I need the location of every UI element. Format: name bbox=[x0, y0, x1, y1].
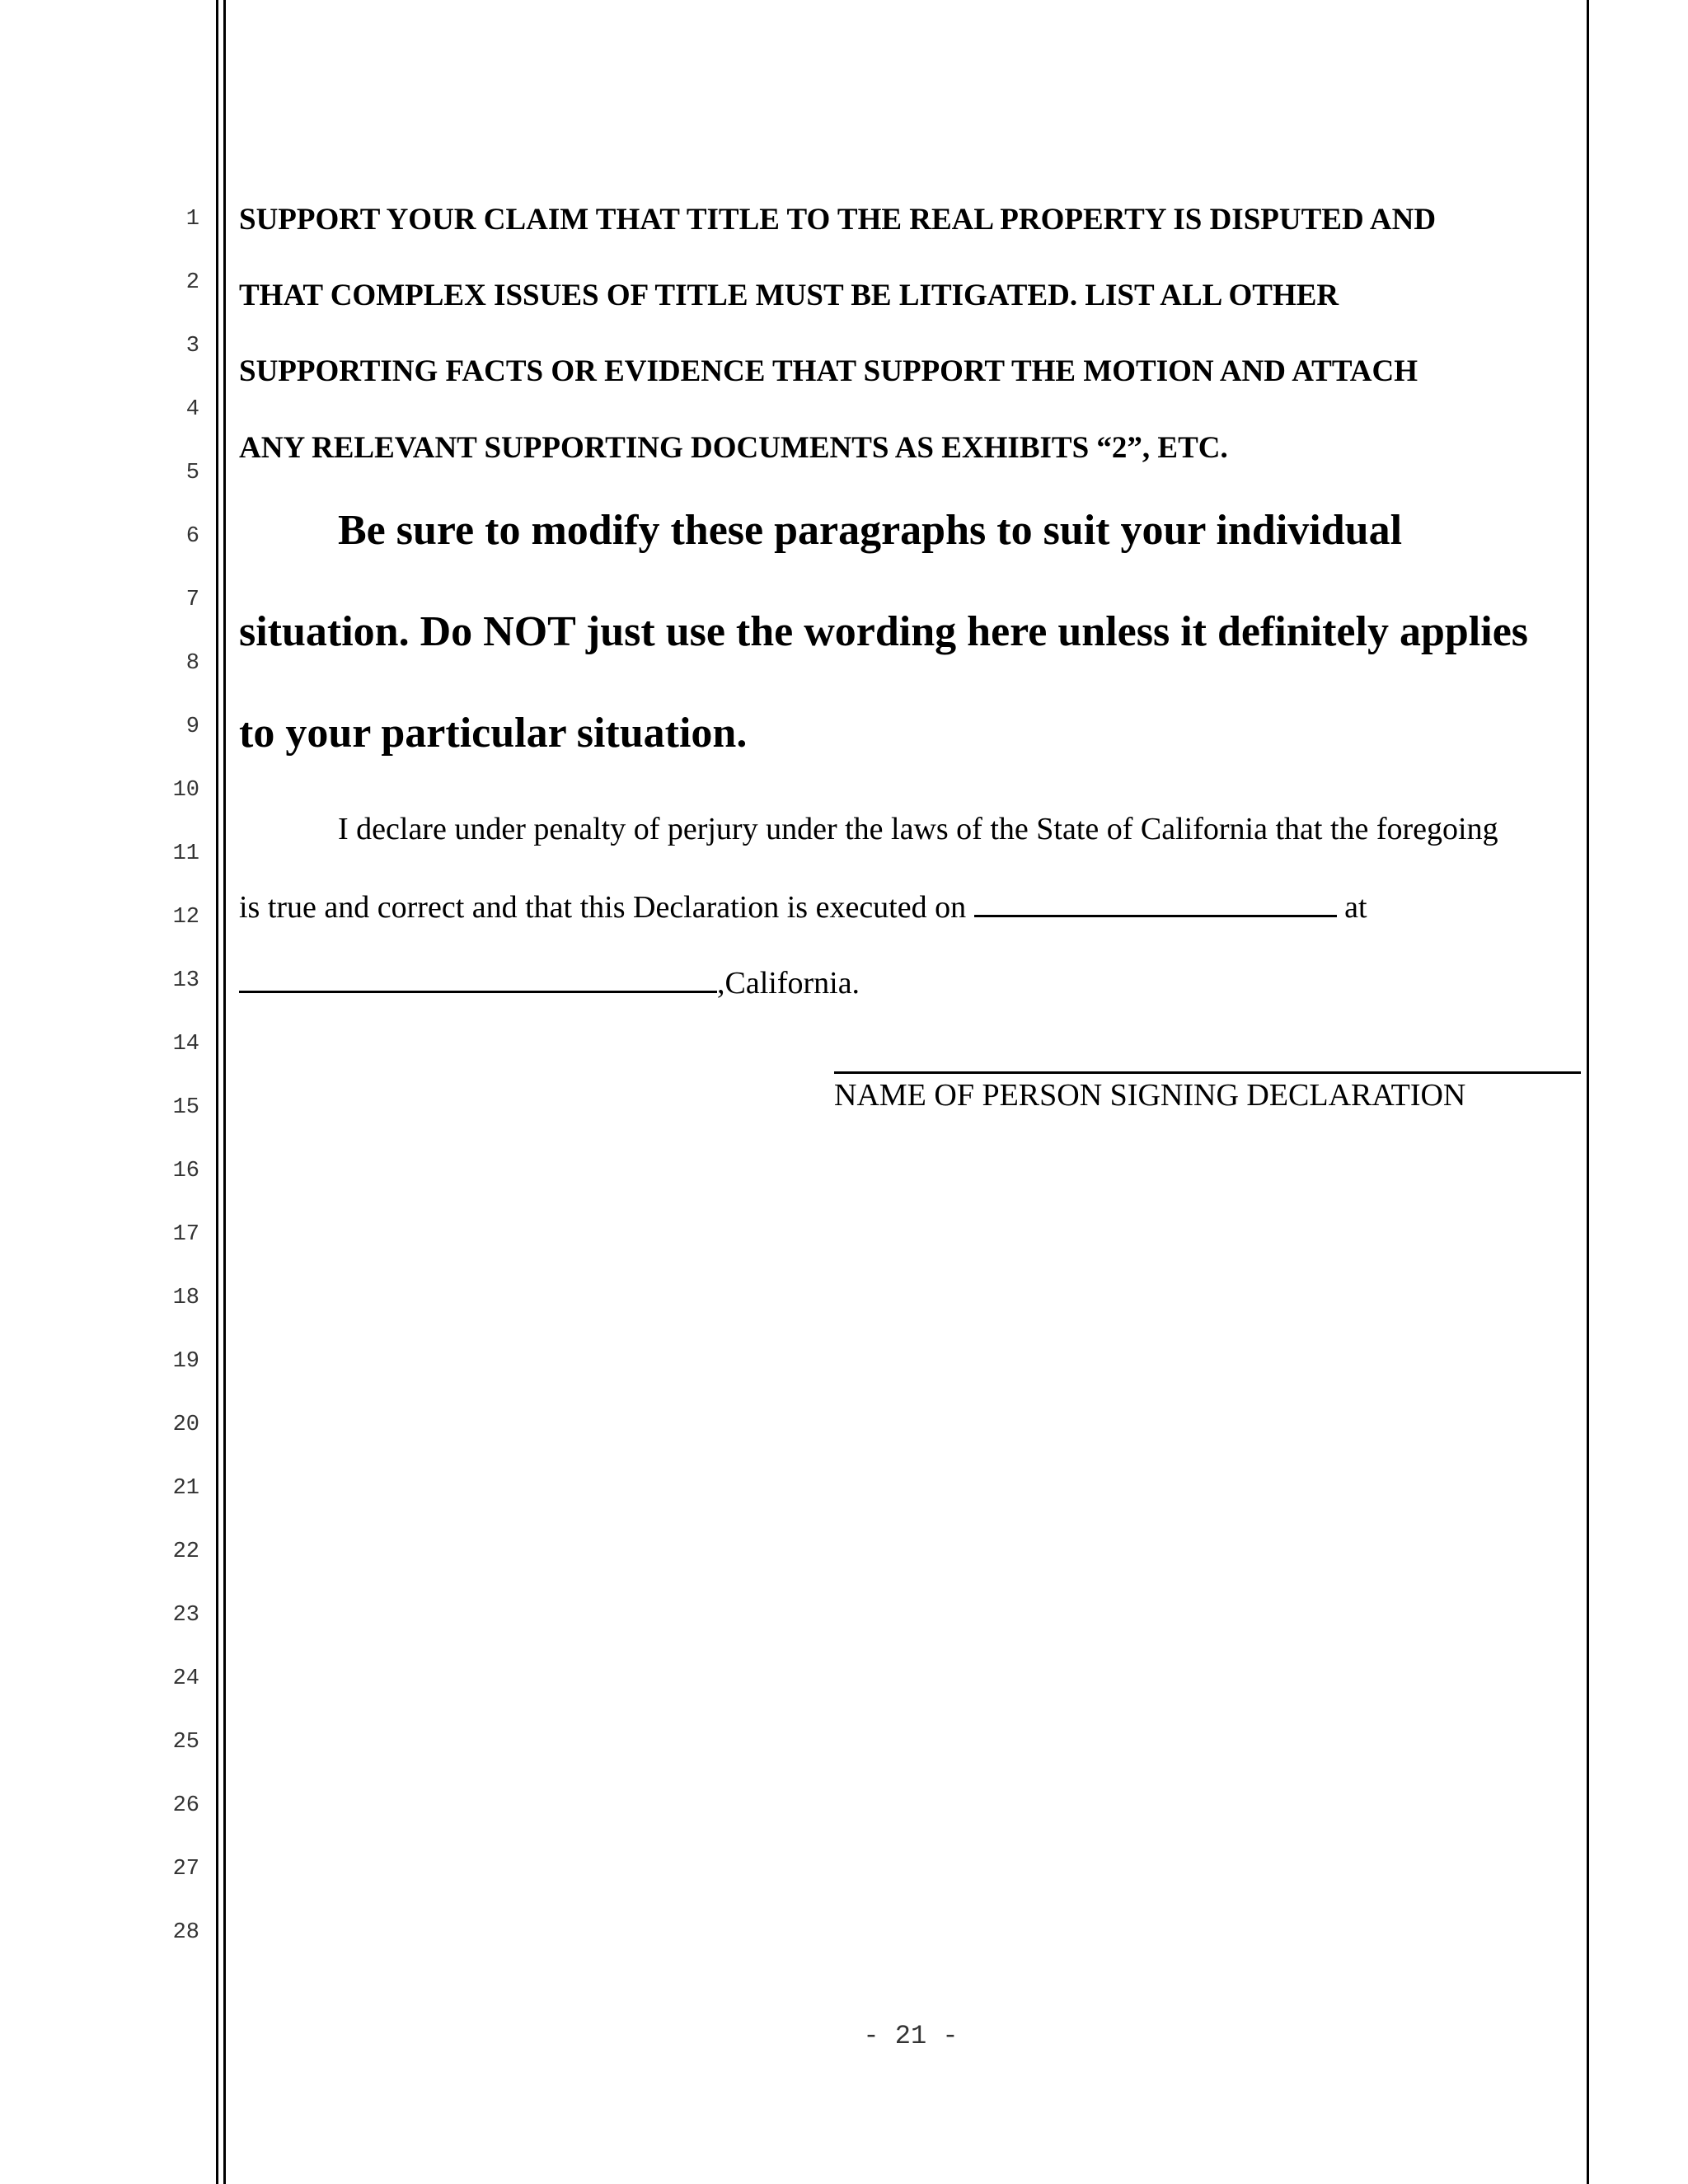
line-number: 15 bbox=[172, 1095, 199, 1120]
line-number: 7 bbox=[185, 588, 199, 612]
signature-label: NAME OF PERSON SIGNING DECLARATION bbox=[834, 1078, 1466, 1113]
line-number: 21 bbox=[172, 1476, 199, 1501]
declaration-date-line bbox=[239, 890, 1367, 923]
line-number: 24 bbox=[172, 1666, 199, 1691]
line-number: 16 bbox=[172, 1159, 199, 1183]
line-number: 4 bbox=[185, 397, 199, 422]
declaration-place-line bbox=[239, 966, 860, 999]
left-margin-rule-outer bbox=[216, 0, 218, 2184]
caps-paragraph-line: SUPPORTING FACTS OR EVIDENCE THAT SUPPORT THE MOTION AND ATTACH bbox=[239, 354, 1418, 388]
line-number: 20 bbox=[172, 1413, 199, 1437]
declaration-place-suffix: ,California. bbox=[717, 966, 860, 1001]
line-number: 1 bbox=[185, 207, 199, 232]
line-number: 28 bbox=[172, 1920, 199, 1945]
instruction-line: Be sure to modify these paragraphs to suit your individual bbox=[338, 507, 1403, 554]
line-number: 26 bbox=[172, 1793, 199, 1818]
line-number: 13 bbox=[172, 968, 199, 993]
line-number: 23 bbox=[172, 1603, 199, 1628]
instruction-line: situation. Do NOT just use the wording here unless it definitely applies bbox=[239, 608, 1529, 655]
right-margin-rule bbox=[1587, 0, 1589, 2184]
line-number: 3 bbox=[185, 334, 199, 359]
line-number: 9 bbox=[185, 715, 199, 739]
place-blank[interactable] bbox=[239, 966, 717, 993]
line-number: 10 bbox=[172, 778, 199, 803]
caps-paragraph-line: SUPPORT YOUR CLAIM THAT TITLE TO THE REAL PROPERTY IS DISPUTED AND bbox=[239, 203, 1437, 237]
line-number: 18 bbox=[172, 1286, 199, 1310]
caps-paragraph-line: THAT COMPLEX ISSUES OF TITLE MUST BE LITIGATED. LIST ALL OTHER bbox=[239, 279, 1339, 312]
line-number: 14 bbox=[172, 1032, 199, 1057]
line-number: 27 bbox=[172, 1857, 199, 1882]
instruction-line: to your particular situation. bbox=[239, 710, 748, 757]
line-number: 11 bbox=[172, 841, 199, 866]
line-number: 12 bbox=[172, 905, 199, 930]
declaration-date-suffix: at bbox=[1344, 890, 1367, 925]
line-number: 22 bbox=[172, 1540, 199, 1564]
page-number: - 21 - bbox=[863, 2021, 959, 2051]
date-blank[interactable] bbox=[974, 890, 1337, 917]
line-number: 8 bbox=[185, 651, 199, 676]
line-number: 2 bbox=[185, 270, 199, 295]
line-number: 19 bbox=[172, 1349, 199, 1374]
declaration-date-prefix: is true and correct and that this Declaration is executed on bbox=[239, 890, 967, 925]
line-number: 25 bbox=[172, 1730, 199, 1755]
signature-line[interactable] bbox=[834, 1071, 1581, 1074]
line-number: 5 bbox=[185, 461, 199, 485]
line-number: 17 bbox=[172, 1222, 199, 1247]
left-margin-rule-inner bbox=[223, 0, 226, 2184]
caps-paragraph-line: ANY RELEVANT SUPPORTING DOCUMENTS AS EXHIBITS “2”, ETC. bbox=[239, 431, 1228, 465]
line-number: 6 bbox=[185, 524, 199, 549]
declaration-line: I declare under penalty of perjury under the laws of the State of California that the foregoing bbox=[338, 812, 1498, 846]
